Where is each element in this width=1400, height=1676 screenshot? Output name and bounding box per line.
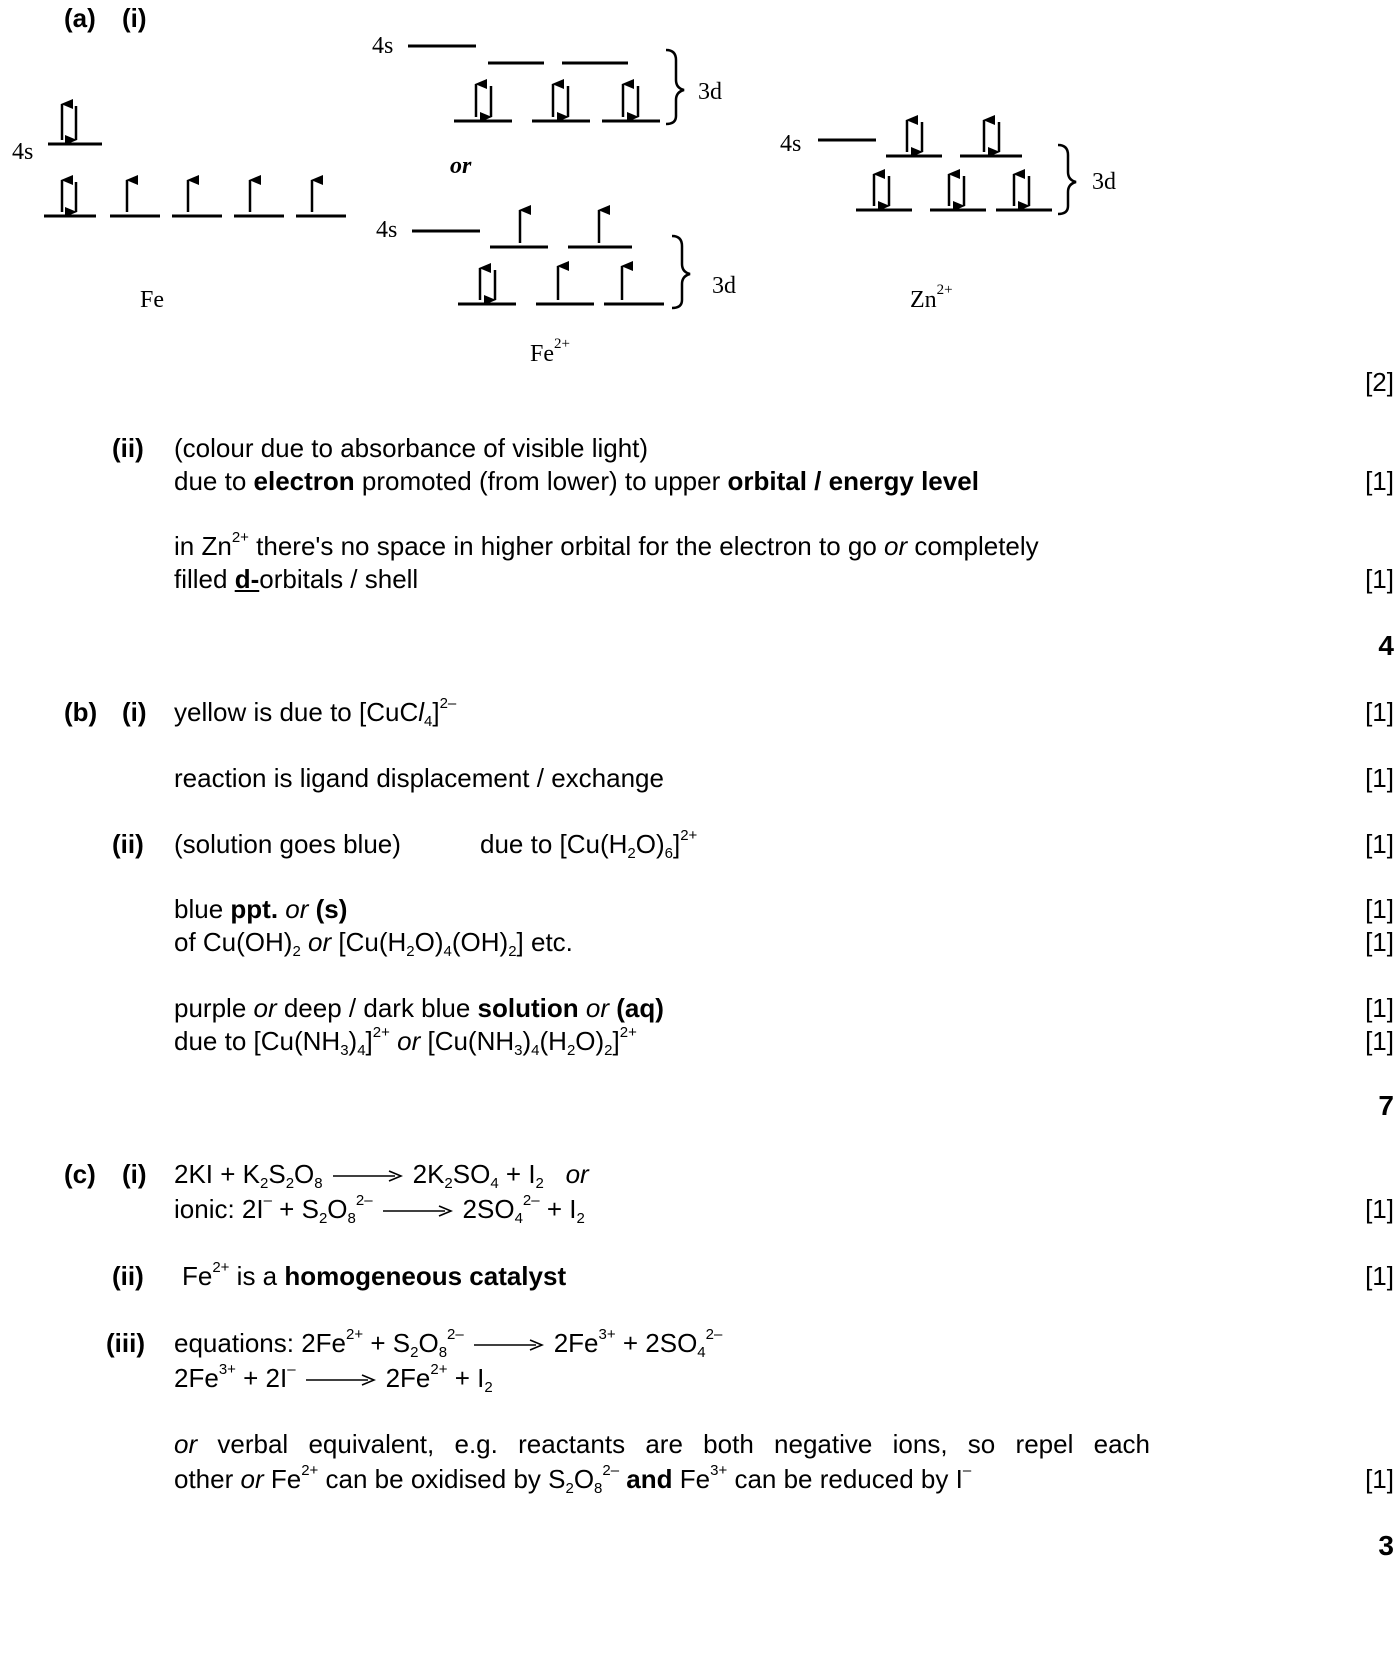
fe2-3d-label-2: 3d [712, 273, 736, 299]
b-i-line2: reaction is ligand displacement / exchange [174, 763, 664, 793]
reaction-arrow [333, 1169, 403, 1183]
part-b-i-label: (i) [122, 697, 147, 727]
mark-c-ii: [1] [1365, 1261, 1394, 1291]
total-b: 7 [1378, 1090, 1394, 1121]
reaction-arrow [383, 1204, 453, 1218]
fe2-4s-label-2: 4s [376, 217, 398, 243]
mark-a-ii-2: [1] [1365, 564, 1394, 594]
zn-3d-label: 3d [1092, 169, 1116, 195]
c-i-eq2: ionic: $2I^- + S_2O_8^{2-}$ $2SO_4^{2-} + I_2$ [174, 1192, 585, 1227]
a-ii-line3: in $Zn^{2+}$ there's no space in higher orbital for the electron to go or completely [174, 529, 1039, 561]
a-ii-line1: (colour due to absorbance of visible light) [174, 433, 649, 463]
zn-4s-label: 4s [780, 131, 802, 157]
fe-4s-label: 4s [12, 139, 34, 165]
fe-label: Fe [140, 287, 164, 313]
part-a-label: (a) [64, 3, 96, 33]
orbital-diagram [0, 0, 1400, 400]
part-a-i-label: (i) [122, 3, 147, 33]
c-ii-line: $Fe^{2+}$ is a homogeneous catalyst [182, 1259, 567, 1291]
a-ii-line2: due to electron promoted (from lower) to upper orbital / energy level [174, 466, 979, 496]
electron-arrows [62, 84, 1029, 300]
b-i-line1: yellow is due to [CuCl$_4$]$^{2-}$ [174, 695, 457, 730]
part-c-i-label: (i) [122, 1159, 147, 1189]
b-ii-line5: due to $[Cu(NH_3)_4]^{2+}$ or $[Cu(NH_3)_4(H_2O)_2]^{2+}$ [174, 1024, 637, 1059]
part-a-ii-label: (ii) [112, 433, 144, 463]
mark-b-ii-1: [1] [1365, 829, 1394, 859]
fe2-label: $Fe^{2+}$ [530, 336, 570, 367]
c-iii-eq2: $2Fe^{3+} + 2I^-$ $2Fe^{2+} + I_2$ [174, 1361, 493, 1396]
mark-b-ii-3: [1] [1365, 927, 1394, 957]
reaction-arrow [474, 1338, 544, 1352]
fe2-3d-label-1: 3d [698, 79, 722, 105]
c-i-eq1: $2KI + K_2S_2O_8$ $2K_2SO_4 + I_2$ or [174, 1159, 589, 1192]
b-ii-line3: of $Cu(OH)_2$ or $[Cu(H_2O)_4(OH)_2]$ etc. [174, 927, 573, 960]
zn2-label: $Zn^{2+}$ [910, 282, 953, 313]
mark-a-ii-1: [1] [1365, 466, 1394, 496]
b-ii-line1b: due to $[Cu(H_2O)_6]^{2+}$ [480, 827, 698, 862]
or-word: or [450, 153, 472, 179]
a-ii-line4: filled d-orbitals / shell [174, 564, 419, 594]
mark-b-ii-2: [1] [1365, 894, 1394, 924]
fe2-brace-1 [666, 50, 684, 124]
part-c-label: (c) [64, 1159, 96, 1189]
part-b-label: (b) [64, 697, 98, 727]
reaction-arrow [306, 1373, 376, 1387]
b-ii-line2: blue ppt. or (s) [174, 894, 348, 924]
fe2-brace-2 [672, 236, 690, 308]
part-c-ii-label: (ii) [112, 1261, 144, 1291]
b-ii-line4: purple or deep / dark blue solution or (aq) [174, 993, 664, 1023]
mark-b-i-2: [1] [1365, 763, 1394, 793]
mark-b-ii-5: [1] [1365, 1026, 1394, 1056]
mark-c-i: [1] [1365, 1194, 1394, 1224]
zn-brace [1058, 145, 1076, 214]
part-b-ii-label: (ii) [112, 829, 144, 859]
mark-c-iii: [1] [1365, 1464, 1394, 1494]
c-iii-eq1: equations: $2Fe^{2+} + S_2O_8^{2-}$ $2Fe^{3+} + 2SO_4^{2-}$ [174, 1326, 723, 1361]
c-iii-line4: other or $Fe^{2+}$ can be oxidised by $S_2O_8^{2-}$ and $Fe^{3+}$ can be reduced by I– [174, 1462, 972, 1497]
mark-a-i: [2] [1365, 367, 1394, 397]
mark-b-i-1: [1] [1365, 697, 1394, 727]
part-c-iii-label: (iii) [106, 1328, 145, 1358]
mark-b-ii-4: [1] [1365, 993, 1394, 1023]
fe2-4s-label-1: 4s [372, 33, 394, 59]
b-ii-line1a: (solution goes blue) [174, 829, 401, 859]
total-c: 3 [1378, 1530, 1394, 1561]
c-iii-line3: or verbal equivalent, e.g. reactants are both negative ions, so repel each [174, 1429, 1150, 1459]
total-a: 4 [1378, 630, 1394, 661]
